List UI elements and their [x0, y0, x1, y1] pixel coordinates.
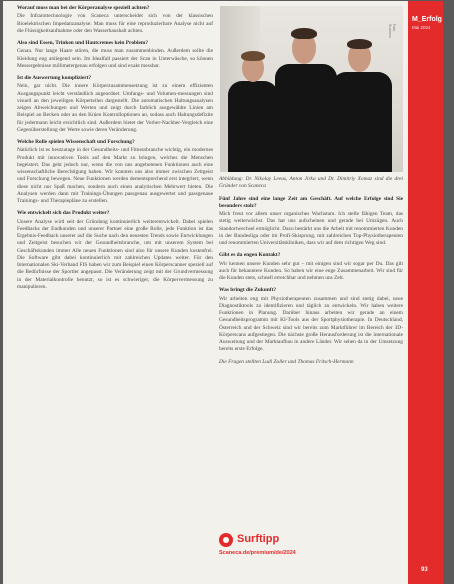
- surftipp-box[interactable]: [219, 532, 403, 562]
- question: Fünf Jahre sind eine lange Zeit am Geschäft. Auf welche Erfolge sind Sie besonders stolz?: [219, 195, 403, 209]
- question: Worauf muss man bei der Körperanalyse speziell achten?: [17, 5, 150, 11]
- question: Welche Rolle spielen Wissenschaft und Forschung?: [17, 139, 135, 145]
- interview-column-right: [219, 176, 403, 371]
- answer: Mich freut vor allem unser organisches Wachstum. Ich stelle fähigen Team, das stetig weiterwächst. Das hat uns aufscheinen und gerade bei Umzügen. Auch Standortwechsel ermöglicht. Dazu bestärkt uns die Arbeit mit renommierten Kunden in der Bundesliga oder im Profi-Skisprung, mit zahlreichen Top-Physiotherapeuten und renommierten Universitätskliniken, dass wir auf dem richtigen Weg sind.: [219, 211, 403, 246]
- answer: Genau. Nur lange Haare stören, die muss man zusammenbinden. Außerdem sollte die Kleidung eng anliegend sein. Im Idealfall passiert der Scan in Unterwäsche, so können Messergebnisse millimetergenau erfolgen und sind exakt messbar.: [17, 48, 213, 69]
- magazine-issue: Mai 2024: [412, 25, 431, 30]
- surftipp-url[interactable]: Scaneca.de/premium/de/2024: [219, 550, 296, 556]
- question: Gibt es da engen Kontakt?: [219, 252, 281, 259]
- person-middle-hair: [291, 28, 317, 39]
- magazine-page: [3, 1, 443, 584]
- surftipp-icon: [219, 533, 233, 547]
- question: Ist die Auswertung kompliziert?: [17, 75, 92, 81]
- person-middle-shirt: [275, 64, 337, 172]
- person-right-shirt: [332, 72, 392, 172]
- answer: Wir arbeiten eng mit Physiotherapeuten zusammen und sind stetig dabei, neue Diagnostiktools zu identifizieren und täglich zu entwickeln. Wir haben weitere Funktionen in Planung. Darüber hinaus arbeiten wir gerade an einem Gesundheitsprogramm mit KI-Tools aus der Sportphysiotherapie. In Deutschland, Österreich und der Schweiz sind wir bereits zum Marktführer im Bereich der 3D-Körperscans aufgestiegen. Die nächste große Herausforderung ist die internationale Ausweitung und der Marktaufbau in andere Länder. Wir sehen da in der Umsetzung bereits erste Erfolge.: [219, 295, 403, 353]
- founders-photo: [220, 6, 403, 172]
- interview-signature: Die Fragen stellten Ludi Zoller und Thomas Fritsch-Hermann: [219, 358, 354, 365]
- answer: Die Infrarottechnologie von Scaneca unterscheidet sich von der klassischen Bioelektrischen Impedanzanalyse: Man muss für eine reproduzierbare Analyse nicht auf die Flüssigkeitsaufnahme oder den Wasserhaushalt achten.: [17, 13, 213, 34]
- page-number: 93: [421, 567, 428, 573]
- interview-column-left: [17, 5, 213, 296]
- magazine-brand: M_Erfolg: [412, 16, 442, 23]
- question: Wie entwickelt sich das Produkt weiter?: [17, 210, 110, 217]
- person-right-hair: [347, 39, 372, 49]
- question: Was bringt die Zukunft?: [219, 287, 277, 294]
- answer: Natürlich ist es heutzutage in der Gesundheits- und Fitnessbranche wichtig, ein modernes Produkt mit innovativen Tools auf den Markt zu bringen, welches die Menschen begeistert. Das geht jedoch nur, wenn die von uns angebotenen Funktionen auch eine wissenschaftliche Berechtigung haben. Wir konnten uns also immer zwischen Zeitgeist und Forschung bewegen. Neue Funktionen werden dementsprechend erst integriert, wenn diese nicht nur Spaß machen, sondern auch einen analytischen Mehrwert bieten. Die Analysen werden dann mit Trainings-Übungen passgenau ausgewertet und passgenaue Trainings- und Therapiepläne zu erstellen.: [17, 147, 213, 204]
- answer: Nein, gar nicht. Die innere Körperzusammensetzung ist zu einem effizienten Ausgangspunkt leicht verständlich angeordnet. Umfangs- und Volumen-messungen sind visuell an den jeweiligen Körperteilen dargestellt. Die automatischen Haltungsanalysen zeigen Abweichungen und Werten und zeigt durch farblich ausgewählte Linien am Beispiel an Becken oder an den Knien Kontrolloptionen an, sodass auch Haltungsdefizite für jedermann leicht ersichtlich sind. Außerdem bietet der Vorher-Nachher-Vergleich eine Gegenüberstellung der Werte sowie deren Veränderung.: [17, 83, 213, 133]
- red-side-bar: [408, 1, 443, 584]
- photo-credit: Foto: Scaneca: [388, 24, 396, 38]
- person-left-hair: [241, 51, 265, 61]
- question: Also sind Essen, Trinken und Hautcremes kein Problem?: [17, 40, 149, 46]
- answer: Unsere Analyse wird seit der Gründung kontinuierlich weiterentwickelt. Dabei spielen Feedbacks der Endkunden und unserer Partner eine große Rolle, jede Funktion ist das Ergebnis-Feedback unserer auf die Suche nach den neuesten Trends sowie Entwicklungen und Zeitgeist besuchen wir der Gesundheitsbranche, um mit unserem System bei Geschäftskunden immer Alle neuen Funktionen sind also für unsere Kunden kostenfrei. Die Software gibt dabei kontinuierlich mit zahlreichen Updates weiter. Für den Internationalen Ski-Verband FIS haben wir zum Beispiel einen Körperscanner speziell auf die Bedürfnisse der Sportler angepasst. Die Veränderung zeigt mit der Grundvermessung in der Materialkontrolle benutzt, so ist es schwieriger, die Körpervermessung zu manipulieren.: [17, 218, 213, 290]
- answer: Wir kennen unsere Kunden sehr gut – mit einigen sind wir sogar per Du. Das gilt auch für bekanntere Kunden. So haben wir eine enge Zusammenarbeit. Wir sind für die Kunden stets, schnell erreichbar und nehmen uns Zeit.: [219, 260, 403, 281]
- person-left-shirt: [228, 81, 278, 172]
- surftipp-label: Surftipp: [237, 533, 280, 545]
- photo-caption: Abbildung: Dr. Nikolay Leeus, Anton Jirka und Dr. Dimitriy Xomaz sind die drei Gründer von Scaneca: [219, 176, 403, 190]
